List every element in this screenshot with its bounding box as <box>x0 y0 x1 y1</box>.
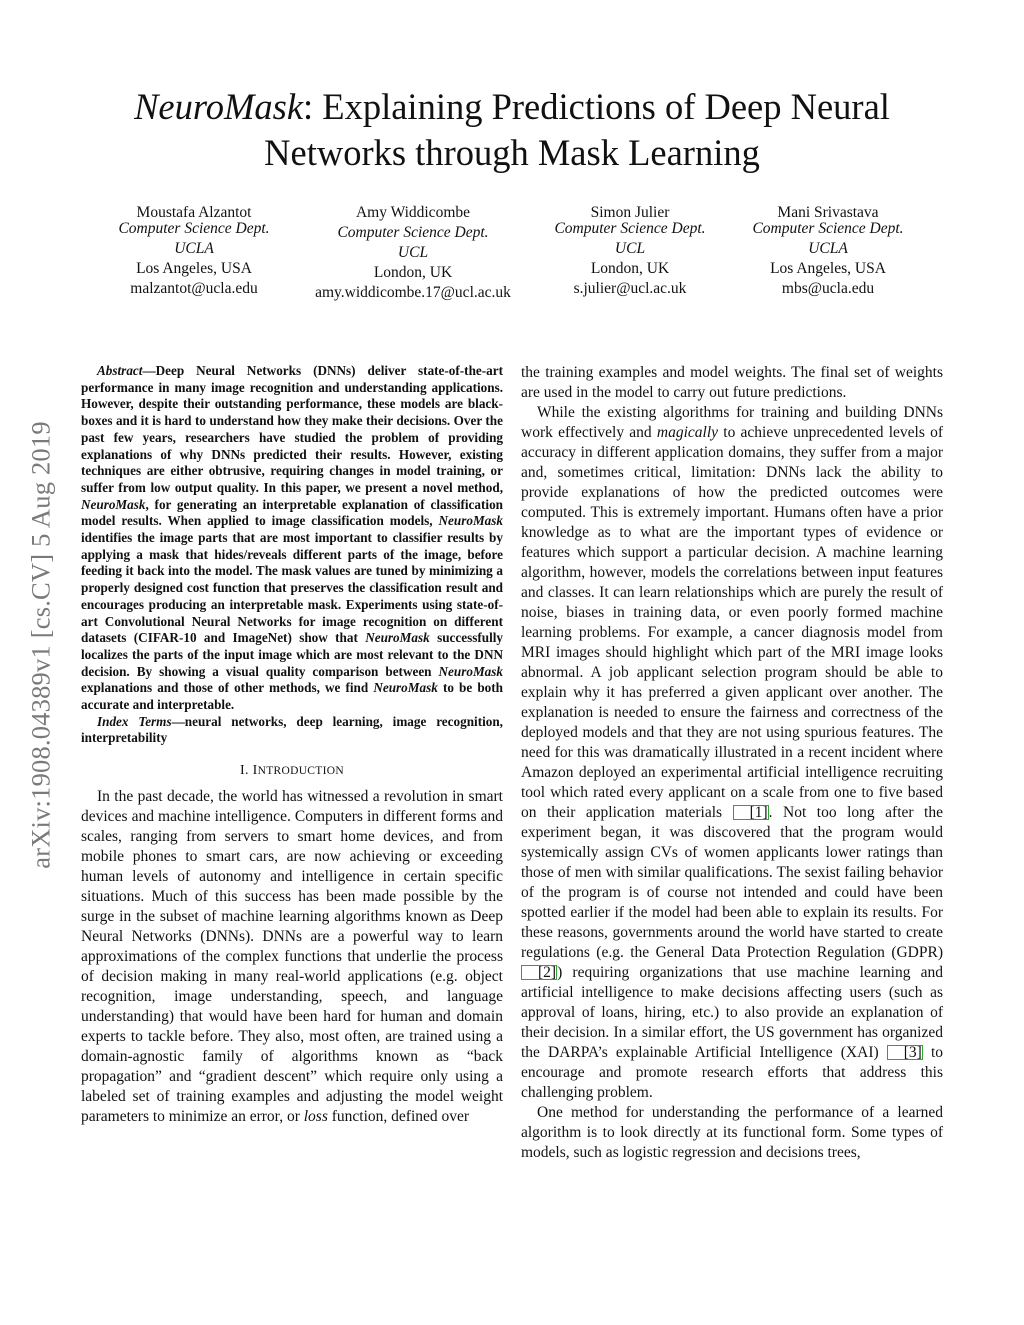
abstract-text-4: successfully localizes the parts of the input image which are most relevant to the DNN decision. By showing a visual quality comparison between <box>81 630 504 679</box>
abstract <box>81 363 503 714</box>
left-column <box>81 363 503 1127</box>
author-block-1 <box>84 203 304 299</box>
section-title-rest: NTRODUCTION <box>257 765 344 778</box>
section-heading-introduction <box>81 763 503 779</box>
abstract-text-5: explanations and those of other methods, we find <box>81 680 374 696</box>
abstract-text-2: , for generating an interpretable explanation of classification model results. When applied to image classification models, <box>81 496 503 529</box>
author-name: Mani Srivastava <box>777 204 879 221</box>
author-institution: UCLA <box>808 240 848 257</box>
author-email[interactable]: mbs@ucla.edu <box>781 280 875 297</box>
author-location: Los Angeles, USA <box>770 260 886 277</box>
intro-paragraph-1-continued: the training examples and model weights. The final set of weights are used in the model to carry out future predictions. <box>521 364 943 401</box>
author-location: Los Angeles, USA <box>136 260 252 277</box>
abstract-method-name: NeuroMask <box>81 496 146 512</box>
author-block-4 <box>718 203 938 299</box>
author-name: Moustafa Alzantot <box>136 204 252 221</box>
paper-title <box>60 84 964 176</box>
intro-paragraph-3: One method for understanding the performance of a learned algorithm is to look directly at its functional form. Some types of models, such as logistic regression and decisions trees, <box>521 1104 943 1161</box>
intro-paragraph-2 <box>521 403 943 1103</box>
author-block-3 <box>520 203 740 299</box>
abstract-method-name: NeuroMask <box>373 680 438 696</box>
author-location: London, UK <box>373 264 453 281</box>
abstract-method-name: NeuroMask <box>438 513 503 529</box>
author-name: Amy Widdicombe <box>355 204 471 221</box>
index-terms-label: Index Terms <box>97 713 172 729</box>
author-institution: UCLA <box>174 240 214 257</box>
citation-link-2[interactable]: [2] <box>521 965 557 980</box>
para2-text-e: to encourage and promote research efforts that address this challenging problem. <box>521 1044 943 1101</box>
abstract-text-3: identifies the image parts that are most important to classifier results by applying a mask that hides/reveals different parts of the image, before feeding it back into the model. The mask values are tuned by minimizing a properly designed cost function that preserves the classification result and encourages producing an interpretable mask. Experiments using state-of-art Convolutional Neural Networks for image recognition on different datasets (CIFAR-10 and ImageNet) show that <box>81 530 503 646</box>
author-institution: UCL <box>614 240 646 257</box>
para2-text-b: to achieve unprecedented levels of accuracy in different application domains, they suffer from a major and, sometimes critical, limitation: DNNs lack the ability to provide explanations of how the predicted outcomes were computed. This is extremely important. Humans often have a prior knowledge as to what are the important types of evidence or features which support a particular decision. A machine learning algorithm, however, models the correlations between input features and classes. It can learn relationships which are purely the result of noise, biases in training data, or even poorly formed machine learning problems. For example, a cancer diagnosis model from MRI images should highlight which part of the MRI image looks abnormal. A job applicant selection program should be able to explain why it has preferred a given applicant over another. The explanation is needed to ensure the fairness and correctness of the deployed models and that they are not using spurious features. The need for this was dramatically illustrated in a recent incident where Amazon deployed an experimental artificial intelligence recruiting tool which rated every applicant on a scale from one to five based on their application materials <box>521 424 943 821</box>
abstract-text-6: to be both accurate and interpretable. <box>81 680 503 713</box>
title-method-name: NeuroMask <box>134 86 304 127</box>
author-institution: UCL <box>397 244 429 261</box>
author-dept: Computer Science Dept. <box>752 220 904 237</box>
para2-text-a: While the existing algorithms for training and building DNNs work effectively and <box>521 404 943 441</box>
abstract-method-name: NeuroMask <box>365 630 430 646</box>
index-terms-dash: — <box>171 713 185 729</box>
intro-term-loss: loss <box>303 1108 328 1126</box>
para2-text-c: . Not too long after the experiment began, it was discovered that the program would systemically assign CVs of women applicants lower ratings than those of men with similar qualifications. The sexist failing behavior of the program is of course not intended and could have been spotted earlier if the model had been able to explain its results. For these reasons, governments around the world have started to create regulations (e.g. the General Data Protection Regulation (GDPR) <box>521 804 943 961</box>
author-email[interactable]: s.julier@ucl.ac.uk <box>573 280 687 297</box>
author-dept: Computer Science Dept. <box>554 220 706 237</box>
index-terms-text: neural networks, deep learning, image recognition, interpretability <box>81 713 503 746</box>
intro-text-b: function, defined over <box>327 1108 470 1126</box>
para2-term-magically: magically <box>656 424 719 441</box>
author-location: London, UK <box>590 260 670 277</box>
abstract-dash: — <box>142 363 156 378</box>
abstract-text-1: Deep Neural Networks (DNNs) deliver state-of-the-art performance in many image recognition and understanding applications. However, despite their outstanding performance, these models are black-boxes and it is hard to understand how they make their decisions. Over the past few years, researchers have studied the problem of providing explanations of why DNNs predicted their results. However, existing techniques are either obtrusive, requiring changes in model training, or suffer from low output quality. In this paper, we present a novel method, <box>81 363 503 495</box>
section-number: I. <box>240 763 249 779</box>
author-email[interactable]: amy.widdicombe.17@ucl.ac.uk <box>315 284 511 301</box>
author-block-2 <box>298 203 528 303</box>
right-column <box>521 363 943 1163</box>
intro-text-a: In the past decade, the world has witnessed a revolution in smart devices and machine intelligence. Computers in different forms and scales, ranging from servers to smart home devices, and from mobile phones to smart cars, are now achieving or exceeding human levels of autonomy and intelligence in certain specific situations. Much of this success has been made possible by the surge in the subset of machine learning algorithms known as Deep Neural Networks (DNNs). DNNs are a powerful way to learn approximations of the complex functions that underlie the process of decision making in many real-world applications (e.g. object recognition, image understanding, speech, and language understanding) that would have been hard for human and domain experts to tackle before. They also, most often, are trained using a domain-agnostic family of algorithms known as “back propagation” and “gradient descent” which require only using a labeled set of training examples and adjusting the model weight parameters to minimize an error, or <box>81 788 503 1126</box>
arxiv-identifier-text: arXiv:1908.04389v1 [cs.CV] 5 Aug 2019 <box>25 421 56 869</box>
index-terms <box>81 714 503 747</box>
intro-paragraph-1 <box>81 787 503 1127</box>
author-email[interactable]: malzantot@ucla.edu <box>130 280 258 297</box>
arxiv-identifier-stamp <box>24 352 58 938</box>
citation-link-1[interactable]: [1] <box>733 805 769 820</box>
abstract-method-name: NeuroMask <box>438 663 503 679</box>
abstract-label: Abstract <box>97 363 143 378</box>
citation-link-3[interactable]: [3] <box>887 1045 923 1060</box>
para2-text-d: ) requiring organizations that use machine learning and artificial intelligence to make decisions affecting users (such as approval of loans, hiring, etc.) to also provide an explanation of their decision. In a similar effort, the US government has organized the DARPA’s explainable Artificial Intelligence (XAI) <box>521 964 943 1061</box>
section-title-initial: I <box>252 763 258 779</box>
title-line2: Networks through Mask Learning <box>264 132 760 173</box>
author-name: Simon Julier <box>590 204 670 221</box>
author-dept: Computer Science Dept. <box>337 224 489 241</box>
author-dept: Computer Science Dept. <box>118 220 270 237</box>
title-line1-rest: : Explaining Predictions of Deep Neural <box>303 86 890 127</box>
